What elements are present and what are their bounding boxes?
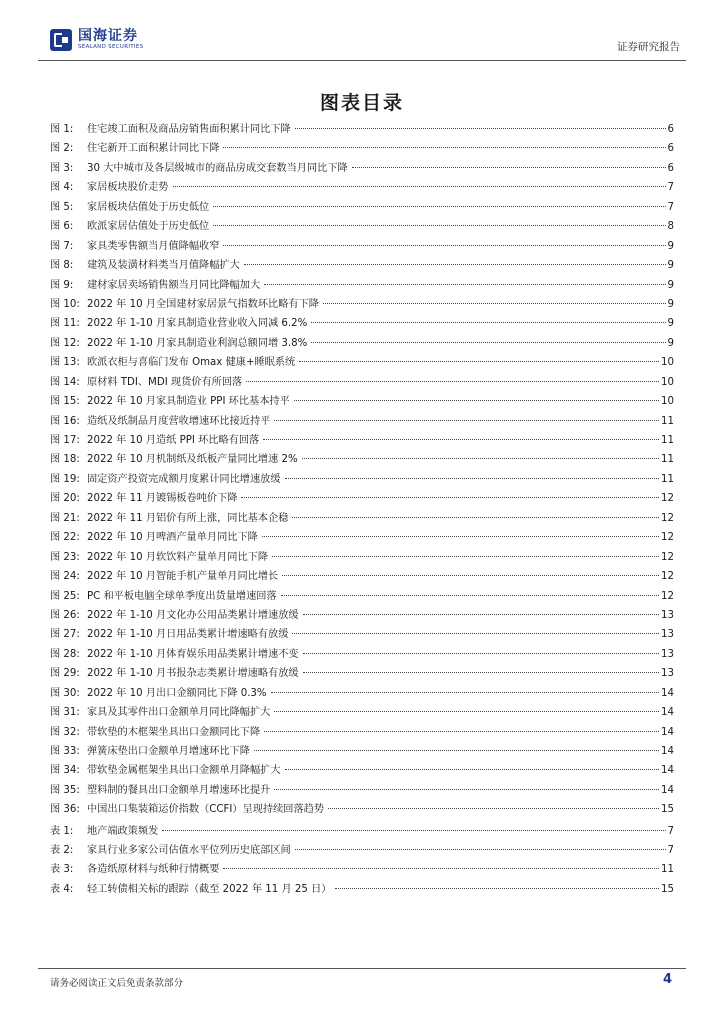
entry-title: 2022 年 11 月铝价有所上涨，同比基本企稳 [87,512,289,524]
entry-title: 欧派衣柜与喜临门发布 Omax 健康+睡眠系统 [87,357,296,369]
entry-title: 造纸及纸制品月度营收增速环比接近持平 [87,415,271,427]
entry-page-number: 10 [661,376,674,388]
figure-entry[interactable] [50,314,674,333]
dot-leader [244,264,666,265]
entry-page-number: 13 [661,629,674,641]
entry-label: 图 18: [50,454,80,466]
logo-chinese-name: 国海证券 [78,28,138,45]
figure-entry[interactable] [50,703,674,722]
figure-entry[interactable] [50,120,674,139]
entry-page-number: 6 [667,124,674,135]
entry-page-number: 6 [667,143,674,155]
dot-leader [213,206,665,207]
logo-mark-icon [50,29,72,51]
entry-label: 图 32: [50,726,80,738]
figure-entry[interactable] [50,548,674,567]
table-entry[interactable] [50,880,674,899]
entry-title: 家具行业多家公司估值水平位列历史底部区间 [87,845,291,857]
entry-page-number: 14 [661,765,674,777]
dot-leader [264,284,665,285]
entry-label: 图 15: [50,396,80,408]
entry-label: 图 8: [50,260,74,272]
entry-label: 表 2: [50,845,74,857]
entry-page-number: 7 [667,201,674,213]
entry-title: 建材家居卖场销售额当月同比降幅加大 [87,279,261,291]
figure-entry[interactable] [50,159,674,178]
entry-label: 图 11: [50,318,80,330]
figure-entry[interactable] [50,587,674,606]
entry-page-number: 9 [667,318,674,330]
entry-title: 地产端政策频发 [87,826,159,837]
header-divider [38,60,686,61]
figure-entry[interactable] [50,276,674,295]
entry-page-number: 14 [661,687,674,699]
dot-leader [295,849,666,850]
entry-title: 2022 年 10 月啤酒产量单月同比下降 [87,532,258,544]
figure-entry[interactable] [50,139,674,158]
entry-page-number: 12 [661,590,674,602]
entry-page-number: 7 [667,845,674,857]
entry-label: 图 6: [50,221,74,233]
entry-page-number: 12 [661,551,674,563]
figure-entry[interactable] [50,625,674,644]
figure-entry[interactable] [50,781,674,800]
entry-page-number: 7 [667,182,674,194]
table-entry[interactable] [50,822,674,841]
entry-title: 2022 年 10 月家具制造业 PPI 环比基本持平 [87,396,290,408]
entry-page-number: 14 [661,707,674,719]
figure-entry[interactable] [50,723,674,742]
figure-entry[interactable] [50,489,674,508]
dot-leader [223,245,665,246]
entry-title: 各造纸原材料与纸种行情概要 [87,864,220,876]
entry-label: 图 7: [50,240,74,252]
entry-page-number: 9 [667,279,674,291]
dot-leader [294,400,659,401]
figure-entry[interactable] [50,295,674,314]
entry-page-number: 12 [661,493,674,505]
logo-english-name: SEALAND SECURITIES [78,44,144,51]
entry-label: 图 5: [50,201,74,213]
figure-entry[interactable] [50,645,674,664]
entry-title: 2022 年 10 月软饮料产量单月同比下降 [87,551,269,563]
entry-title: 2022 年 1-10 月家具制造业利润总额同增 3.8% [87,337,308,349]
entry-label: 表 3: [50,864,74,876]
dot-leader [302,458,659,459]
entry-page-number: 8 [667,221,674,233]
entry-label: 图 10: [50,298,80,310]
entry-title: 建筑及装潢材料类当月值降幅扩大 [87,260,240,272]
entry-page-number: 9 [667,337,674,349]
entry-title: 家居板块股价走势 [87,182,169,194]
entry-title: 2022 年 10 月出口金额同比下降 0.3% [87,687,267,699]
dot-leader [281,595,659,596]
figure-entry[interactable] [50,178,674,197]
table-entry[interactable] [50,860,674,879]
entry-label: 图 34: [50,765,80,777]
entry-label: 图 24: [50,571,80,583]
entry-title: 弹簧床垫出口金额单月增速环比下降 [87,746,250,757]
dot-leader [285,478,659,479]
entry-page-number: 11 [661,454,674,466]
entry-page-number: 12 [661,512,674,524]
figure-entry[interactable] [50,431,674,450]
entry-page-number: 9 [667,240,674,252]
entry-label: 图 33: [50,746,80,757]
entry-label: 图 14: [50,376,80,388]
entry-label: 图 16: [50,415,80,427]
entry-title: 带软垫的木框架坐具出口金额同比下降 [87,726,261,738]
entry-label: 图 26: [50,609,80,621]
entry-page-number: 14 [661,784,674,796]
dot-leader [213,225,665,226]
entry-title: 2022 年 11 月镀锡板卷吨价下降 [87,493,238,505]
dot-leader [303,672,659,673]
entry-label: 图 12: [50,337,80,349]
figure-entry[interactable] [50,742,674,761]
entry-label: 图 36: [50,804,80,816]
entry-page-number: 10 [661,396,674,408]
dot-leader [292,633,659,634]
entry-label: 图 27: [50,629,80,641]
dot-leader [282,575,659,576]
figure-entry[interactable] [50,256,674,275]
entry-title: 家居板块估值处于历史低位 [87,201,210,213]
dot-leader [162,830,665,831]
dot-leader [262,536,659,537]
entry-title: 2022 年 10 月智能手机产量单月同比增长 [87,571,279,583]
figure-entry[interactable] [50,217,674,236]
figure-entry[interactable] [50,353,674,372]
page-number: 4 [662,972,672,987]
entry-label: 图 23: [50,551,80,563]
entry-label: 图 13: [50,357,80,369]
entry-title: 2022 年 10 月机制纸及纸板产量同比增速 2% [87,454,298,466]
dot-leader [285,769,659,770]
dot-leader [292,517,659,518]
entry-label: 图 22: [50,532,80,544]
entry-page-number: 10 [661,357,674,369]
dot-leader [241,497,659,498]
dot-leader [173,186,666,187]
dot-leader [274,711,659,712]
entry-label: 表 1: [50,826,74,837]
entry-label: 图 4: [50,182,74,194]
dot-leader [223,868,659,869]
dot-leader [311,342,665,343]
entry-title: 带软垫金属框架坐具出口金额单月降幅扩大 [87,765,281,777]
figure-entry[interactable] [50,198,674,217]
entry-label: 表 4: [50,883,74,895]
figure-entry[interactable] [50,392,674,411]
entry-label: 图 2: [50,143,74,155]
entry-page-number: 6 [667,162,674,174]
entry-page-number: 9 [667,298,674,310]
entry-title: 欧派家居估值处于历史低位 [87,221,210,233]
entry-page-number: 13 [661,609,674,621]
figure-entry[interactable] [50,237,674,256]
entry-label: 图 1: [50,124,74,135]
entry-label: 图 9: [50,279,74,291]
entry-title: 轻工转债相关标的跟踪（截至 2022 年 11 月 25 日） [87,883,332,895]
dot-leader [299,361,659,362]
figure-entry[interactable] [50,684,674,703]
entry-page-number: 12 [661,571,674,583]
figure-entry[interactable] [50,470,674,489]
figure-entry[interactable] [50,450,674,469]
entry-label: 图 35: [50,784,80,796]
dot-leader [264,731,659,732]
dot-leader [311,322,665,323]
dot-leader [295,128,666,129]
dot-leader [246,381,659,382]
entry-page-number: 14 [661,746,674,757]
footer-divider [38,968,686,969]
dot-leader [323,303,666,304]
entry-label: 图 20: [50,493,80,505]
entry-label: 图 21: [50,512,80,524]
table-list [50,822,674,899]
entry-title: 住宅竣工面积及商品房销售面积累计同比下降 [87,124,291,135]
entry-page-number: 15 [661,804,674,816]
entry-label: 图 28: [50,648,80,660]
entry-title: 家具类零售额当月值降幅收窄 [87,240,220,252]
dot-leader [263,439,659,440]
entry-page-number: 13 [661,668,674,680]
entry-title: 2022 年 10 月造纸 PPI 环比略有回落 [87,435,260,446]
entry-label: 图 3: [50,162,74,174]
dot-leader [223,147,665,148]
entry-page-number: 9 [667,260,674,272]
entry-title: 家具及其零件出口金额单月同比降幅扩大 [87,707,271,719]
entry-label: 图 31: [50,707,80,719]
entry-title: 2022 年 1-10 月体育娱乐用品类累计增速不变 [87,648,299,660]
dot-leader [303,614,659,615]
entry-page-number: 15 [661,883,674,895]
entry-title: 2022 年 10 月全国建材家居景气指数环比略有下降 [87,298,319,310]
company-logo [50,29,143,51]
figure-entry[interactable] [50,509,674,528]
entry-title: 2022 年 1-10 月家具制造业营业收入同减 6.2% [87,318,308,330]
entry-label: 图 19: [50,473,80,485]
entry-title: 中国出口集装箱运价指数（CCFI）呈现持续回落趋势 [87,804,325,816]
disclaimer-note: 请务必阅读正文后免责条款部分 [50,978,184,989]
report-type: 证券研究报告 [617,41,680,53]
dot-leader [254,750,659,751]
figure-entry[interactable] [50,800,674,819]
entry-page-number: 7 [667,826,674,837]
figure-list [50,120,674,820]
figure-entry[interactable] [50,334,674,353]
dot-leader [271,692,659,693]
entry-title: 塑料制的餐具出口金额单月增速环比提升 [87,784,271,796]
dot-leader [272,556,659,557]
page-header [38,24,686,60]
dot-leader [274,420,659,421]
entry-title: 2022 年 1-10 月文化办公用品类累计增速放缓 [87,609,299,621]
entry-label: 图 29: [50,668,80,680]
entry-title: 固定资产投资完成额月度累计同比增速放缓 [87,473,281,485]
figure-entry[interactable] [50,412,674,431]
entry-label: 图 30: [50,687,80,699]
figure-entry[interactable] [50,373,674,392]
figure-entry[interactable] [50,528,674,547]
entry-page-number: 14 [661,726,674,738]
dot-leader [352,167,666,168]
figure-entry[interactable] [50,664,674,683]
entry-page-number: 11 [661,415,674,427]
entry-page-number: 11 [661,864,674,876]
table-entry[interactable] [50,841,674,860]
entry-label: 图 17: [50,435,80,446]
dot-leader [303,653,659,654]
entry-page-number: 11 [661,435,674,446]
entry-title: 2022 年 1-10 月书报杂志类累计增速略有放缓 [87,668,299,680]
figure-entry[interactable] [50,606,674,625]
dot-leader [328,808,659,809]
dot-leader [274,789,659,790]
entry-page-number: 11 [661,473,674,485]
entry-title: 原材料 TDI、MDI 现货价有所回落 [87,376,243,388]
figure-entry[interactable] [50,761,674,780]
page-title: 图表目录 [319,92,404,114]
entry-title: 30 大中城市及各层级城市的商品房成交套数当月同比下降 [87,162,348,174]
entry-label: 图 25: [50,590,80,602]
dot-leader [335,888,659,889]
entry-page-number: 12 [661,532,674,544]
entry-title: PC 和平板电脑全球单季度出货量增速回落 [87,590,277,602]
entry-page-number: 13 [661,648,674,660]
figure-entry[interactable] [50,567,674,586]
entry-title: 住宅新开工面积累计同比下降 [87,143,220,155]
entry-title: 2022 年 1-10 月日用品类累计增速略有放缓 [87,629,289,641]
